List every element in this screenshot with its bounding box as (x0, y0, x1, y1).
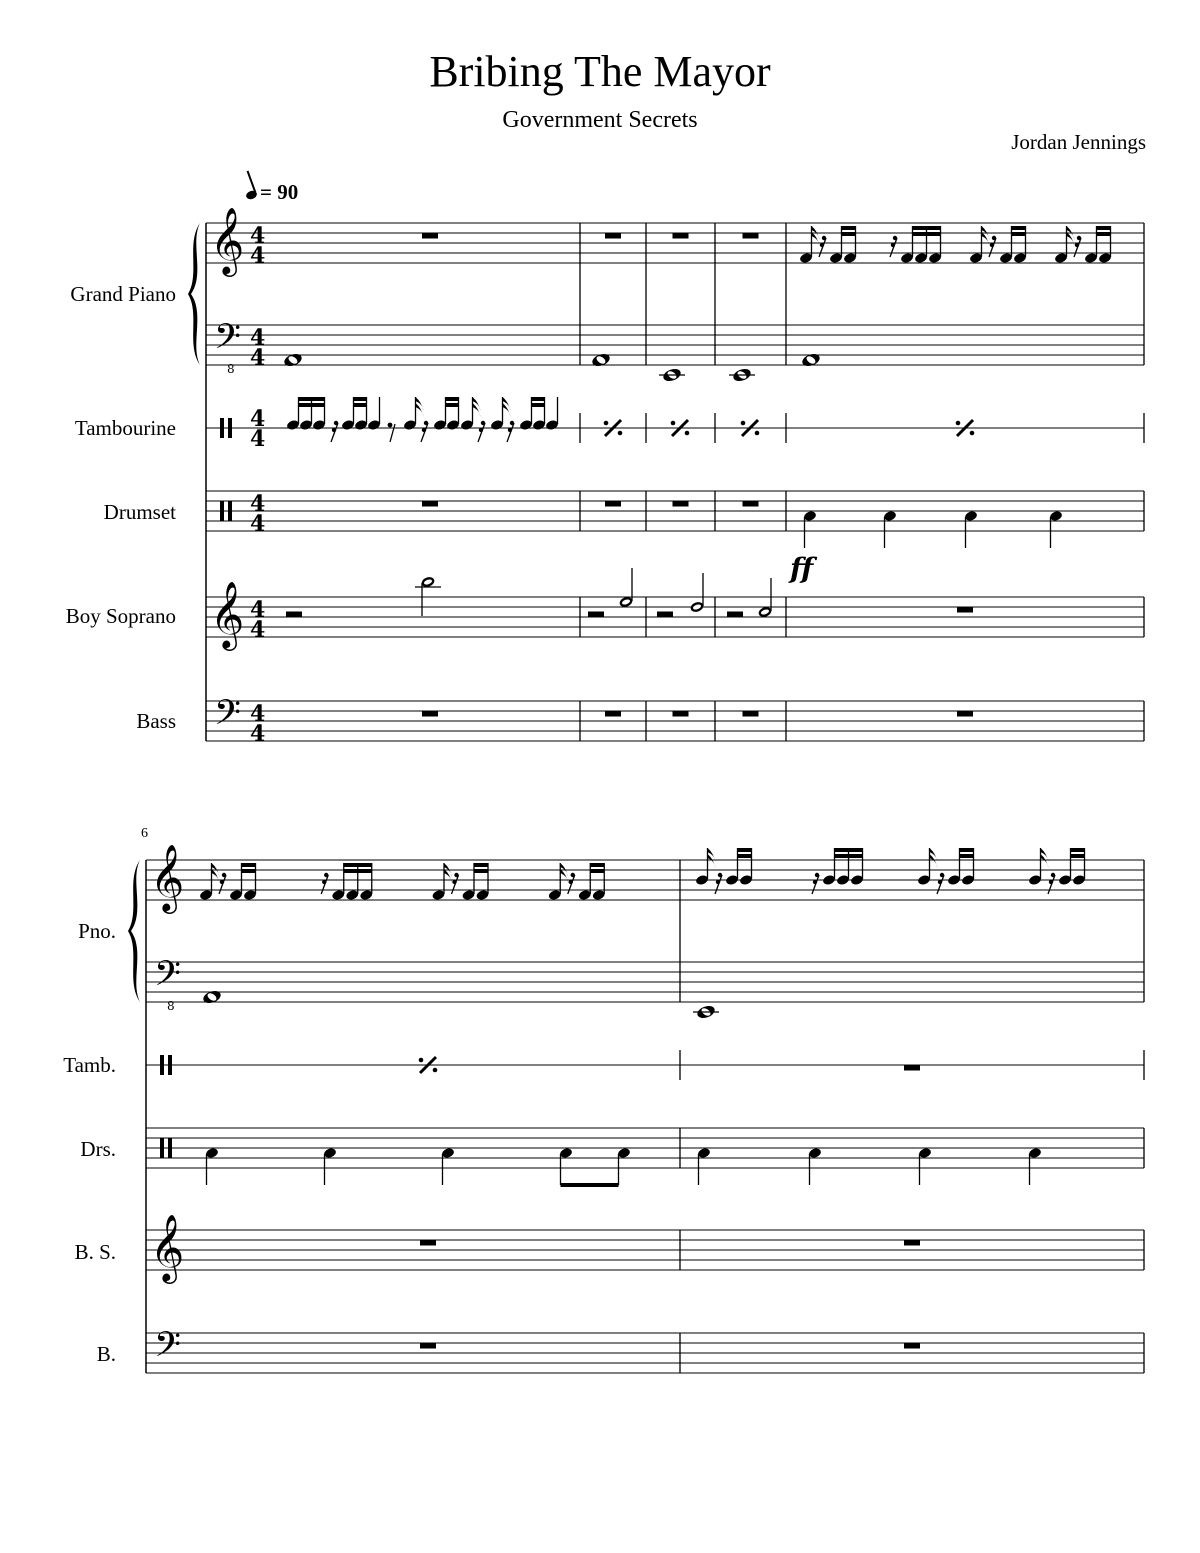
instrument-short-bass: B. (96, 1342, 116, 1366)
whole-note (202, 989, 223, 1005)
note-beam (344, 869, 372, 873)
whole-rest (422, 711, 438, 717)
piano-brace (188, 223, 200, 365)
note-beam (590, 863, 604, 867)
whole-rest (673, 233, 689, 239)
dynamic-ff: ff (790, 552, 814, 585)
note-beam (474, 863, 488, 867)
note-beam (835, 854, 863, 858)
instrument-short-piano: Pno. (78, 919, 116, 943)
whole-rest (673, 501, 689, 507)
note-beam (1071, 848, 1085, 852)
whole-note (591, 352, 612, 368)
note-beam (299, 397, 325, 401)
treble-clef: 𝄞 (150, 1213, 185, 1281)
note-beam (842, 232, 856, 236)
time-signature-numerator: 4 (250, 325, 266, 351)
composer-name: Jordan Jennings (1011, 130, 1146, 154)
sixteenth-rest (421, 421, 428, 442)
time-signature-numerator: 4 (250, 701, 266, 727)
treble-clef: 𝄞 (210, 580, 245, 648)
note-flag (708, 854, 716, 868)
instrument-short-drumset: Drs. (80, 1137, 116, 1161)
note-flag (473, 403, 481, 417)
sixteenth-rest (507, 421, 514, 442)
note-beam (242, 863, 256, 867)
note-beam (590, 869, 604, 873)
note-flag (560, 869, 568, 883)
percussion-clef (168, 1055, 172, 1075)
instrument-name-piano: Grand Piano (70, 282, 176, 306)
note-flag (416, 403, 424, 417)
half-rest (286, 612, 302, 618)
note-beam (913, 226, 941, 230)
sixteenth-rest (1048, 873, 1055, 894)
half-note (689, 573, 704, 614)
instrument-short-boy-soprano: B. S. (74, 1240, 116, 1264)
note-beam (738, 848, 752, 852)
whole-rest (420, 1240, 436, 1246)
instrument-name-drumset: Drumset (103, 500, 176, 524)
whole-rest (605, 501, 621, 507)
time-signature-denominator: 4 (250, 511, 266, 537)
time-signature-numerator: 4 (250, 406, 266, 432)
note-flag (503, 403, 511, 417)
half-note (420, 575, 435, 616)
note-beam (242, 869, 256, 873)
note-beam (1012, 232, 1026, 236)
instrument-name-tambourine: Tambourine (74, 416, 176, 440)
bass-clef: 𝄢 (214, 316, 242, 365)
time-signature-numerator: 4 (250, 597, 266, 623)
whole-rest (743, 501, 759, 507)
instrument-short-tambourine: Tamb. (63, 1053, 116, 1077)
time-signature-denominator: 4 (250, 617, 266, 643)
bass-clef: 𝄢 (214, 692, 242, 741)
note-beam (1097, 226, 1111, 230)
time-signature-denominator: 4 (250, 345, 266, 371)
score-subtitle: Government Secrets (502, 107, 698, 133)
sixteenth-rest (321, 873, 328, 894)
whole-rest (904, 1343, 920, 1349)
percussion-clef (160, 1055, 164, 1075)
whole-rest (605, 233, 621, 239)
percussion-clef (220, 418, 224, 438)
score-title: Bribing The Mayor (429, 47, 771, 96)
half-rest (588, 612, 604, 618)
note-beam (446, 397, 459, 401)
sixteenth-rest (812, 873, 819, 894)
whole-rest (904, 1065, 920, 1071)
note-beam (561, 1183, 619, 1187)
half-note (757, 578, 772, 619)
percussion-clef (228, 501, 232, 521)
sixteenth-rest (1074, 236, 1081, 257)
sixteenth-rest (478, 421, 485, 442)
whole-rest (957, 607, 973, 613)
sixteenth-rest (219, 873, 226, 894)
tempo-text: = 90 (260, 180, 299, 204)
whole-rest (605, 711, 621, 717)
note-beam (1097, 232, 1111, 236)
whole-rest (422, 233, 438, 239)
whole-note (801, 352, 822, 368)
half-note (618, 568, 633, 609)
note-beam (842, 226, 856, 230)
half-rest (657, 612, 673, 618)
note-flag (1067, 232, 1075, 246)
percussion-clef (160, 1138, 164, 1158)
eighth-rest (388, 423, 395, 442)
sixteenth-rest (890, 236, 897, 257)
treble-clef: 𝄞 (150, 843, 185, 911)
whole-rest (420, 1343, 436, 1349)
whole-rest (957, 711, 973, 717)
whole-rest (422, 501, 438, 507)
ottava-bassa-marker: 8 (227, 362, 235, 376)
note-beam (913, 232, 941, 236)
note-flag (1041, 854, 1049, 868)
note-beam (1012, 226, 1026, 230)
note-beam (960, 848, 974, 852)
note-beam (532, 397, 545, 401)
note-flag (812, 232, 820, 246)
percussion-clef (228, 418, 232, 438)
instrument-name-boy-soprano: Boy Soprano (65, 604, 176, 628)
percussion-clef (220, 501, 224, 521)
whole-rest (743, 233, 759, 239)
piano-brace (128, 860, 140, 1002)
sixteenth-rest (715, 873, 722, 894)
note-flag (930, 854, 938, 868)
time-signature-denominator: 4 (250, 721, 266, 747)
time-signature-numerator: 4 (250, 491, 266, 517)
sixteenth-rest (452, 873, 459, 894)
whole-note (283, 352, 304, 368)
whole-rest (673, 711, 689, 717)
note-flag (982, 232, 990, 246)
bass-clef: 𝄢 (154, 953, 182, 1002)
sixteenth-rest (819, 236, 826, 257)
note-beam (446, 403, 459, 407)
note-beam (354, 403, 367, 407)
time-signature-denominator: 4 (250, 426, 266, 452)
note-beam (738, 854, 752, 858)
note-beam (835, 848, 863, 852)
whole-rest (904, 1240, 920, 1246)
sixteenth-rest (989, 236, 996, 257)
note-beam (474, 869, 488, 873)
treble-clef: 𝄞 (210, 206, 245, 274)
time-signature-numerator: 4 (250, 223, 266, 249)
note-beam (960, 854, 974, 858)
note-beam (532, 403, 545, 407)
instrument-name-bass: Bass (136, 709, 176, 733)
half-rest (727, 612, 743, 618)
note-flag (212, 869, 220, 883)
note-beam (344, 863, 372, 867)
bass-clef: 𝄢 (154, 1324, 182, 1373)
whole-rest (743, 711, 759, 717)
ottava-bassa-marker: 8 (167, 999, 175, 1013)
note-beam (1071, 854, 1085, 858)
note-beam (354, 397, 367, 401)
sixteenth-rest (331, 421, 338, 442)
note-beam (299, 403, 325, 407)
measure-number: 6 (141, 826, 148, 841)
time-signature-denominator: 4 (250, 243, 266, 269)
percussion-clef (168, 1138, 172, 1158)
note-flag (444, 869, 452, 883)
sixteenth-rest (568, 873, 575, 894)
sixteenth-rest (937, 873, 944, 894)
